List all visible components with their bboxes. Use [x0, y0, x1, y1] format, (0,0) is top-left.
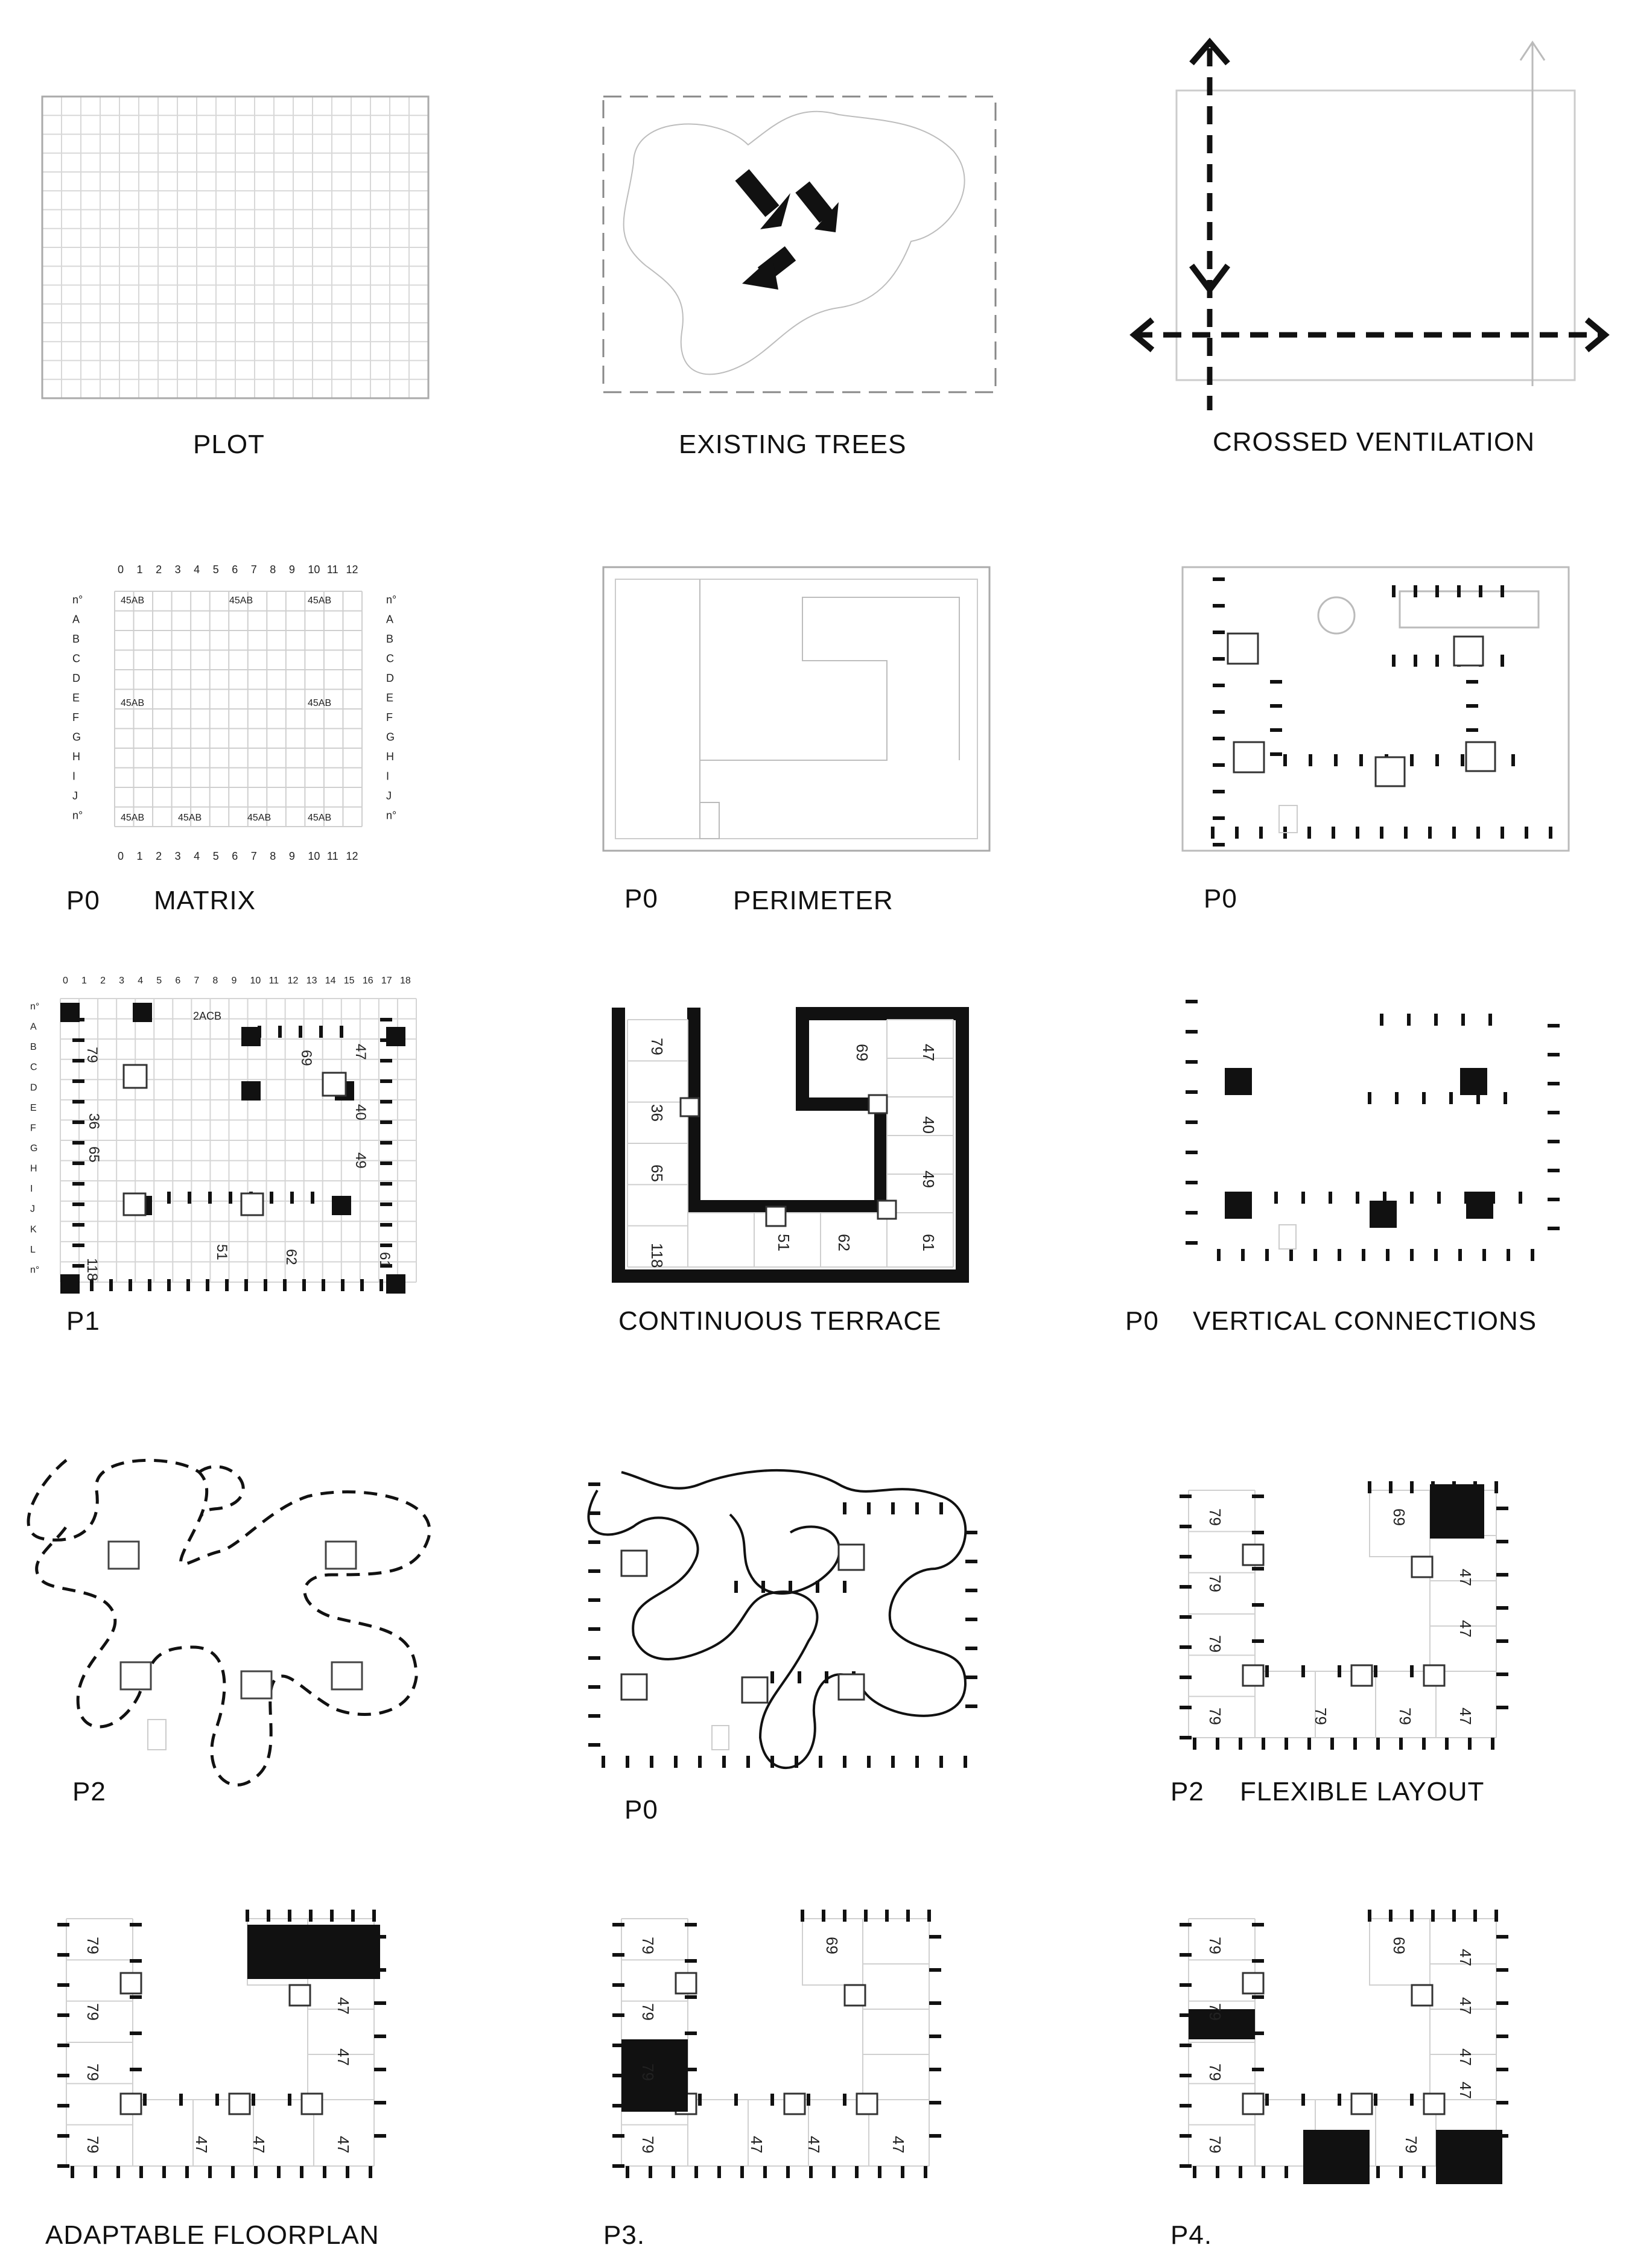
room-number: 65 [648, 1164, 666, 1182]
room-number: 47 [1456, 1949, 1475, 1966]
room-number: 49 [352, 1152, 369, 1169]
matrix-cell-label: 45AB [121, 698, 145, 708]
p1-col-label: 1 [81, 976, 87, 986]
p1-col-label: 16 [362, 976, 373, 986]
room-number: 61 [919, 1234, 938, 1251]
matrix-row-label-left: H [72, 751, 80, 763]
room-number: 79 [639, 2136, 657, 2153]
matrix-col-label-top: 9 [288, 564, 295, 576]
matrix-grid [54, 555, 410, 869]
p1-col-label: 5 [156, 976, 162, 986]
room-number: 79 [84, 1047, 100, 1063]
continuous-terrace-plan [609, 1002, 971, 1285]
room-number: 79 [639, 2003, 657, 2021]
room-number: 79 [639, 1937, 657, 1954]
matrix-col-label-bottom: 6 [232, 850, 238, 862]
matrix-row-label-right: C [386, 652, 394, 665]
p1-row-label: G [30, 1143, 38, 1154]
p1-col-label: 12 [287, 976, 299, 986]
room-number: 79 [1206, 1508, 1224, 1526]
room-number: 69 [853, 1044, 871, 1061]
matrix-col-label-top: 7 [250, 564, 257, 576]
room-number: 47 [1456, 1707, 1475, 1725]
matrix-col-label-top: 8 [270, 564, 276, 576]
room-number: 47 [1456, 1997, 1475, 2015]
expansion-block [1436, 2130, 1502, 2184]
p2-entry-marker [148, 1720, 166, 1750]
matrix-row-label-right: n° [386, 809, 397, 822]
p1-row-label: J [30, 1204, 35, 1215]
p0-organic-panel [579, 1460, 1002, 1786]
p1-grid-lines [60, 999, 416, 1282]
stair-icon [1243, 2094, 1263, 2114]
perimeter-caption: PERIMETER [733, 886, 894, 915]
room-number: 36 [86, 1113, 102, 1129]
p1-row-label: I [30, 1184, 33, 1195]
stair-icon [121, 1973, 141, 1993]
room-number: 47 [334, 1997, 352, 2015]
wind-arrow-3 [742, 253, 790, 290]
stair-icon [857, 2094, 877, 2114]
stair-icon [766, 1207, 786, 1226]
room-number: 79 [84, 2136, 102, 2153]
left-wing-rooms [1189, 1490, 1255, 1738]
p1-grid-plan [18, 965, 453, 1303]
crossed-ventilation-diagram [1122, 24, 1617, 410]
column-block [133, 1003, 152, 1022]
p4-panel [1170, 1901, 1532, 2184]
matrix-level: P0 [66, 886, 100, 915]
stair-icon [1228, 634, 1258, 664]
expansion-block [1303, 2130, 1370, 2184]
matrix-row-label-right: D [386, 672, 394, 684]
plot-caption: PLOT [193, 430, 265, 459]
column-block [241, 1081, 261, 1101]
matrix-row-label-left: E [72, 691, 80, 704]
p1-row-label: E [30, 1102, 37, 1113]
left-wing-rooms [66, 1919, 133, 2166]
wind-arrow-1 [742, 175, 790, 229]
matrix-col-label-bottom: 3 [174, 850, 181, 862]
stair-icon [1454, 637, 1483, 665]
existing-trees-caption: EXISTING TREES [679, 430, 907, 459]
plot-grid-lines [42, 97, 428, 398]
continuous-terrace-caption: CONTINUOUS TERRACE [618, 1306, 942, 1336]
vertical-core [1225, 1068, 1252, 1095]
stair-icon [323, 1073, 346, 1096]
perimeter-outline [700, 579, 959, 839]
crossed-ventilation-panel [1122, 24, 1617, 410]
room-number: 118 [648, 1243, 666, 1268]
p2-level: P2 [72, 1777, 106, 1806]
matrix-col-label-top: 10 [308, 564, 320, 576]
matrix-row-label-left: F [72, 711, 79, 723]
room-number: 79 [1206, 1575, 1224, 1592]
matrix-cell-label: 45AB [308, 596, 332, 606]
room-number: 69 [823, 1937, 841, 1954]
matrix-col-label-top: 12 [346, 564, 358, 576]
matrix-row-label-left: B [72, 633, 80, 645]
p1-col-label: 3 [119, 976, 125, 986]
room-number: 47 [352, 1044, 369, 1060]
matrix-col-label-bottom: 1 [136, 850, 143, 862]
p1-col-label: 11 [268, 976, 279, 986]
room-number: 62 [835, 1234, 853, 1251]
vertical-connections-level: P0 [1125, 1306, 1159, 1336]
stair-icon [845, 1985, 865, 2006]
matrix-row-label-left: J [72, 790, 78, 802]
stair-icon [1243, 1545, 1263, 1565]
matrix-col-label-top: 1 [136, 564, 143, 576]
matrix-col-label-top: 11 [326, 564, 338, 576]
stair-icon [1424, 2094, 1444, 2114]
stair-icon [839, 1674, 864, 1700]
p1-row-label: L [30, 1244, 36, 1255]
column-block [386, 1027, 405, 1046]
matrix-cell-label: 45AB [308, 813, 332, 823]
perimeter-level: P0 [624, 884, 658, 913]
matrix-row-label-left: G [72, 731, 81, 743]
stair-icon [869, 1095, 887, 1113]
perimeter-panel [597, 561, 996, 863]
flexible-layout-level: P2 [1170, 1777, 1204, 1806]
stair-icon [1351, 1665, 1372, 1686]
p2-stair-icon-1 [109, 1542, 139, 1569]
p1-row-label: D [30, 1082, 37, 1093]
room-number: 79 [1402, 2136, 1420, 2153]
matrix-col-label-bottom: 7 [250, 850, 257, 862]
continuous-terrace-panel [609, 1002, 971, 1285]
p1-col-label: 2 [100, 976, 106, 986]
plot-panel [36, 91, 446, 404]
p1-col-label: 6 [175, 976, 181, 986]
stair-icon [124, 1193, 145, 1215]
stair-icon [1243, 1973, 1263, 1993]
plot-grid [36, 91, 446, 404]
room-number: 79 [1206, 1635, 1224, 1653]
stair-icon [621, 1551, 647, 1576]
tree-icon [1318, 597, 1354, 634]
existing-trees-diagram [597, 91, 1008, 404]
p1-col-label: 9 [231, 976, 237, 986]
right-wing-rooms [863, 1919, 929, 2100]
organic-outline [588, 1470, 965, 1768]
matrix-col-label-bottom: 11 [326, 850, 338, 862]
expansion-block [247, 1925, 380, 1979]
tree-canopy-outline [624, 112, 965, 375]
room-number: 79 [1206, 2003, 1224, 2021]
room-number: 69 [298, 1050, 314, 1066]
room-number: 47 [919, 1044, 938, 1061]
room-number: 79 [1206, 1707, 1224, 1725]
vertical-core [1460, 1068, 1487, 1095]
matrix-col-label-bottom: 2 [156, 850, 162, 862]
matrix-row-label-right: E [386, 691, 394, 704]
adaptable-floorplan-caption: ADAPTABLE FLOORPLAN [45, 2220, 380, 2250]
bottom-wing-rooms [133, 2100, 374, 2166]
entry-marker [712, 1726, 729, 1750]
p0-structure-level: P0 [1204, 884, 1237, 913]
matrix-col-label-bottom: 0 [118, 850, 124, 862]
perimeter-diagram [597, 561, 996, 863]
p2-stair-icon-3 [121, 1662, 151, 1689]
flexible-layout-plan [1170, 1472, 1520, 1762]
stair-icon [839, 1545, 864, 1570]
vertical-connections-panel [1177, 989, 1575, 1279]
room-number: 47 [889, 2136, 907, 2153]
matrix-row-label-right: G [386, 731, 395, 743]
stair-icon [290, 1985, 310, 2006]
matrix-row-label-right: J [386, 790, 392, 802]
matrix-cell-label: 45AB [247, 813, 272, 823]
p1-row-label: F [30, 1123, 36, 1134]
stair-icon [1351, 2094, 1372, 2114]
room-number: 51 [775, 1234, 793, 1251]
p2-stair-icon-2 [326, 1542, 356, 1569]
room-number: 79 [648, 1038, 666, 1055]
stair-icon [121, 2094, 141, 2114]
p1-col-label: 10 [250, 976, 261, 986]
p0-boundary [1183, 567, 1569, 851]
existing-trees-panel [597, 91, 1008, 404]
p1-panel [18, 965, 453, 1303]
p2-stair-icon-4 [241, 1671, 272, 1698]
p4-plan [1170, 1901, 1532, 2184]
stair-icon [241, 1193, 263, 1215]
p3-panel [603, 1901, 965, 2184]
room-number: 79 [1396, 1707, 1414, 1725]
matrix-col-label-top: 0 [118, 564, 124, 576]
matrix-col-label-top: 3 [174, 564, 181, 576]
room-number: 79 [84, 2003, 102, 2021]
room-number: 79 [639, 2063, 657, 2081]
room-number: 47 [1456, 2048, 1475, 2066]
room-number: 79 [1206, 2063, 1224, 2081]
matrix-row-label-right: F [386, 711, 393, 723]
p1-tag: 2ACB [193, 1010, 222, 1022]
room-number: 40 [919, 1116, 938, 1134]
room-number: 47 [1456, 2082, 1475, 2099]
room-number: 36 [648, 1104, 666, 1122]
room-number: 47 [1456, 1569, 1475, 1586]
matrix-col-label-top: 5 [212, 564, 219, 576]
matrix-row-label-right: A [386, 613, 394, 626]
matrix-col-label-top: 2 [156, 564, 162, 576]
matrix-grid-lines [115, 591, 362, 827]
matrix-cell-label: 45AB [121, 813, 145, 823]
room-number: 79 [1206, 1937, 1224, 1954]
room-number: 47 [748, 2136, 766, 2153]
matrix-row-label-right: n° [386, 594, 397, 606]
vertical-core [1466, 1192, 1493, 1219]
matrix-cell-label: 45AB [308, 698, 332, 708]
stair-icon [1466, 742, 1495, 771]
p0-structure-diagram [1177, 561, 1575, 863]
vertical-core [1225, 1192, 1252, 1219]
room-number: 47 [192, 2136, 211, 2153]
expansion-block [1430, 1484, 1484, 1539]
room-number: 47 [1456, 1620, 1475, 1637]
entry-marker [700, 802, 719, 839]
matrix-col-label-bottom: 5 [212, 850, 219, 862]
matrix-col-label-bottom: 9 [288, 850, 295, 862]
stair-icon [676, 1973, 696, 1993]
column-block [332, 1196, 351, 1215]
room-number: 79 [1312, 1707, 1330, 1725]
terrace-left-rooms [627, 1020, 688, 1267]
p1-row-label: n° [30, 1002, 40, 1012]
organic-inner-outline [730, 1514, 839, 1593]
room-number: 61 [376, 1252, 393, 1268]
stair-icon [302, 2094, 322, 2114]
p1-row-label: H [30, 1163, 37, 1174]
bottom-wing-rooms [688, 2100, 929, 2166]
entry-marker [1279, 805, 1297, 833]
terrace-bottom-rooms [688, 1213, 953, 1267]
matrix-row-label-left: D [72, 672, 80, 684]
matrix-row-label-left: n° [72, 809, 83, 822]
matrix-col-label-bottom: 12 [346, 850, 358, 862]
matrix-row-label-left: A [72, 613, 80, 626]
p3-plan [603, 1901, 965, 2184]
room-number: 47 [250, 2136, 268, 2153]
p0-organic-diagram [579, 1460, 1002, 1786]
stair-icon [1424, 1665, 1444, 1686]
matrix-row-label-right: B [386, 633, 394, 645]
room-number: 79 [84, 1937, 102, 1954]
p0-structure-panel [1177, 561, 1575, 863]
room-number: 47 [805, 2136, 823, 2153]
right-arrow-head-icon [1587, 320, 1605, 350]
room-number: 69 [1390, 1508, 1408, 1526]
left-wing-rooms [1189, 1919, 1255, 2166]
bottom-wing-rooms [1255, 1671, 1496, 1738]
p2-stair-icon-5 [332, 1662, 362, 1689]
p1-col-label: 18 [399, 976, 411, 986]
p1-level: P1 [66, 1306, 100, 1336]
p1-col-label: 0 [63, 976, 68, 986]
adaptable-floorplan-plan [48, 1901, 410, 2184]
vertical-core [1370, 1201, 1397, 1228]
crossed-ventilation-caption: CROSSED VENTILATION [1213, 427, 1535, 457]
p3-caption: P3. [603, 2220, 646, 2250]
p2-organic-diagram [18, 1448, 453, 1786]
room-number: 118 [84, 1258, 100, 1282]
flexible-layout-panel [1170, 1472, 1520, 1762]
stair-icon [784, 2094, 805, 2114]
stair-icon [742, 1677, 767, 1703]
p2-dashed-cluster-outline [28, 1460, 430, 1785]
p2-organic-panel [18, 1448, 453, 1786]
site-boundary [603, 97, 996, 392]
room-number: 47 [334, 2048, 352, 2066]
entry-marker [1279, 1225, 1296, 1249]
stair-icon [1234, 742, 1264, 772]
room-number: 47 [334, 2136, 352, 2153]
matrix-caption: MATRIX [154, 886, 256, 915]
matrix-cell-label: 45AB [121, 596, 145, 606]
p1-col-label: 13 [306, 976, 317, 986]
p1-col-label: 4 [138, 976, 144, 986]
matrix-col-label-bottom: 8 [270, 850, 276, 862]
column-block [386, 1274, 405, 1294]
p1-col-label: 15 [343, 976, 355, 986]
p1-row-label: K [30, 1224, 37, 1235]
wind-arrow-2 [802, 187, 839, 232]
p1-row-label: B [30, 1042, 37, 1053]
room-number: 69 [1390, 1937, 1408, 1954]
adaptable-floorplan-panel [48, 1901, 410, 2184]
column-block [60, 1274, 80, 1294]
room-number: 40 [352, 1104, 369, 1120]
stair-icon [229, 2094, 250, 2114]
matrix-col-label-top: 6 [232, 564, 238, 576]
matrix-cell-label: 45AB [229, 596, 253, 606]
room-number: 49 [919, 1171, 938, 1188]
p1-row-label: n° [30, 1265, 40, 1275]
stair-icon [1412, 1985, 1432, 2006]
room-number: 79 [1206, 2136, 1224, 2153]
p1-col-label: 14 [325, 976, 336, 986]
matrix-row-label-right: H [386, 751, 394, 763]
stair-icon [1243, 1665, 1263, 1686]
stair-icon [1412, 1557, 1432, 1577]
stair-icon [621, 1674, 647, 1700]
matrix-row-label-left: C [72, 652, 80, 665]
p4-caption: P4. [1170, 2220, 1213, 2250]
p0-organic-level: P0 [624, 1795, 658, 1825]
matrix-row-label-right: I [386, 770, 390, 783]
stair-icon [1376, 757, 1405, 786]
p1-row-label: A [30, 1021, 37, 1032]
p1-row-label: C [30, 1062, 37, 1073]
room-number: 79 [84, 2063, 102, 2081]
p1-col-label: 7 [194, 976, 200, 986]
matrix-cell-label: 45AB [178, 813, 202, 823]
matrix-col-label-top: 4 [194, 564, 200, 576]
stair-icon [878, 1201, 896, 1219]
p1-col-label: 8 [212, 976, 218, 986]
vertical-connections-plan [1177, 989, 1575, 1279]
matrix-row-label-left: n° [72, 594, 83, 606]
p1-col-label: 17 [381, 976, 392, 986]
flexible-layout-caption: FLEXIBLE LAYOUT [1240, 1777, 1485, 1806]
room-number: 65 [86, 1146, 102, 1163]
vertical-connections-caption: VERTICAL CONNECTIONS [1193, 1306, 1537, 1336]
pool-outline [1400, 591, 1539, 627]
stair-icon [124, 1065, 147, 1088]
matrix-col-label-bottom: 10 [308, 850, 320, 862]
matrix-col-label-bottom: 4 [194, 850, 200, 862]
room-number: 51 [214, 1244, 230, 1260]
stair-icon [681, 1098, 699, 1116]
matrix-panel [54, 555, 410, 869]
matrix-row-label-left: I [72, 770, 76, 783]
room-number: 62 [283, 1249, 299, 1265]
